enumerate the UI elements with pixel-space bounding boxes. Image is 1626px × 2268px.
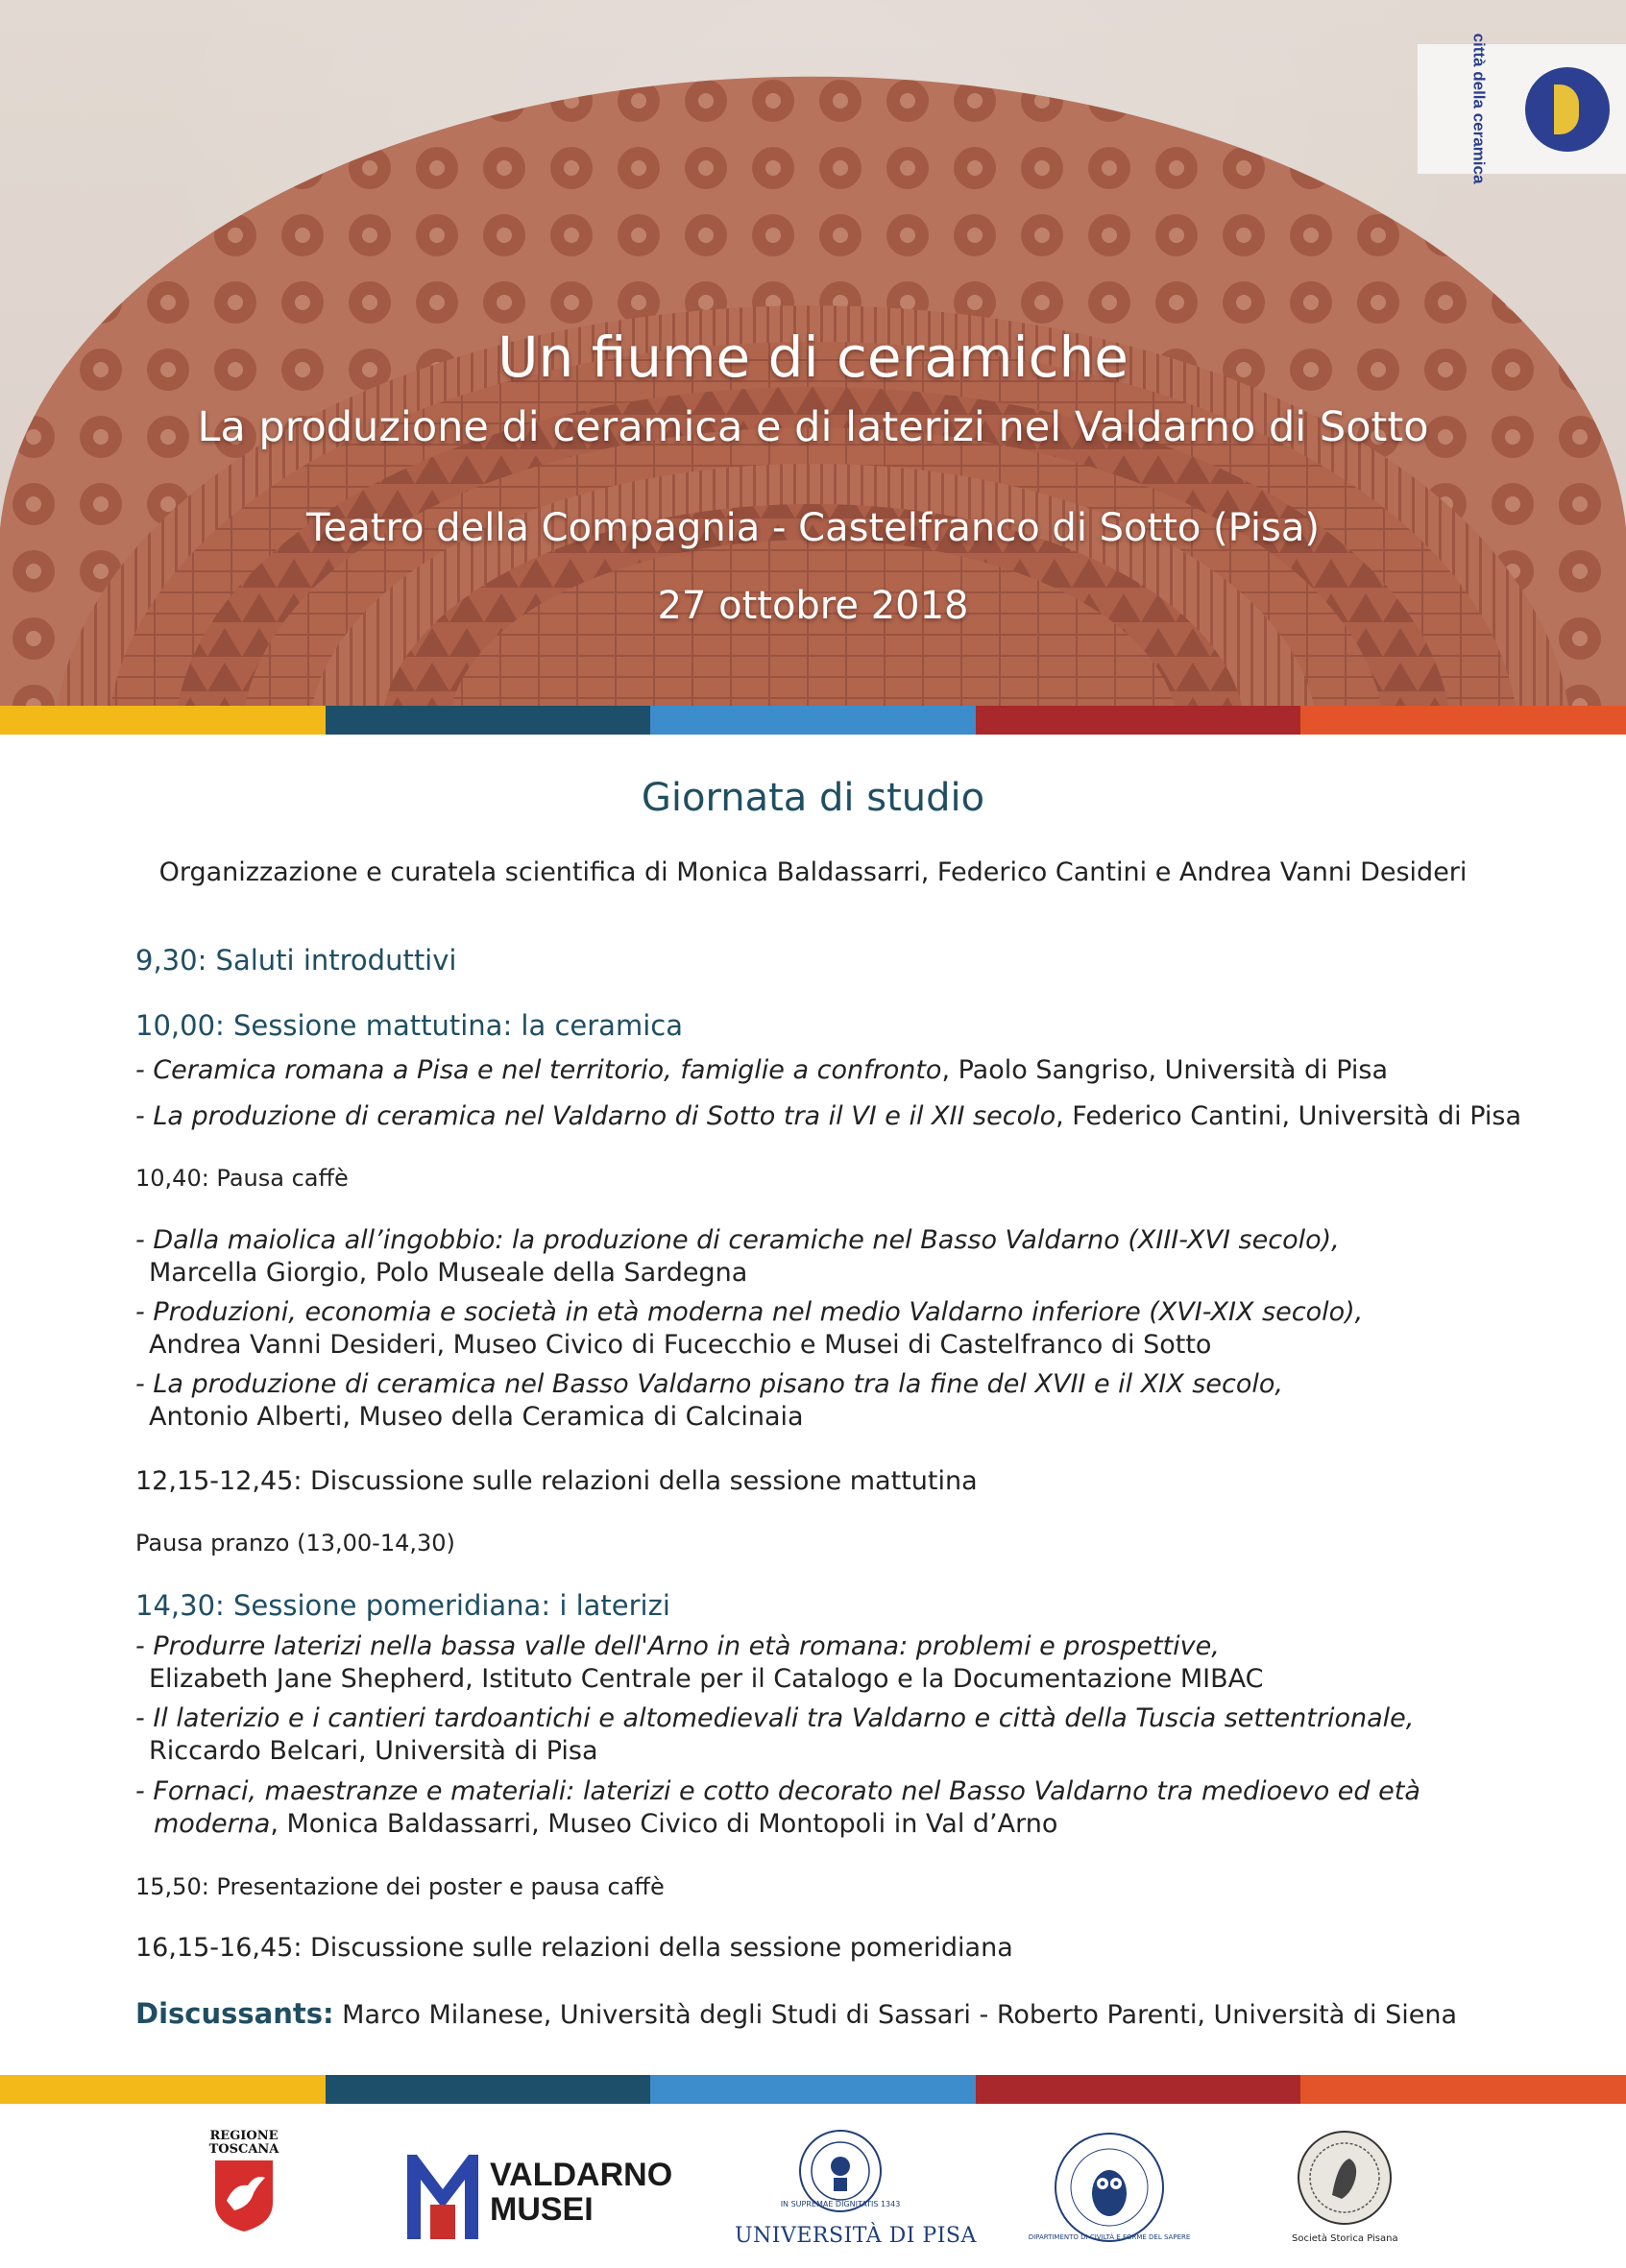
talk-title: - La produzione di ceramica nel Basso Valdarno pisano tra la fine del XVII e il XIX secolo, [135,1369,1283,1399]
coffee-break: 10,40: Pausa caffè [135,1165,349,1192]
morning-discussion: 12,15-12,45: Discussione sulle relazioni della sessione mattutina [135,1466,978,1496]
societa-storica-label: Società Storica Pisana [1292,2233,1398,2244]
organizers-line: Organizzazione e curatela scientifica di Monica Baldassarri, Federico Cantini e Andrea Vanni Desideri [158,857,1468,887]
citta-della-ceramica-logo [1418,33,1626,184]
lunch-break: Pausa pranzo (13,00-14,30) [135,1530,455,1556]
header-banner [0,0,1626,706]
talk-author: Andrea Vanni Desideri, Museo Civico di Fucecchio e Musei di Castelfranco di Sotto [149,1330,1212,1360]
talk-item: - La produzione di ceramica nel Valdarno di Sotto tra il VI e il XII secolo, Federico Cantini, Università di Pisa [135,1101,1522,1131]
discussants-line: Discussants: Marco Milanese, Università degli Studi di Sassari - Roberto Parenti, Università di Siena [135,1997,1458,2030]
afternoon-discussion: 16,15-16,45: Discussione sulle relazioni della sessione pomeridiana [135,1933,1013,1963]
talk-author: Antonio Alberti, Museo della Ceramica di Calcinaia [149,1402,804,1432]
color-bar-top [0,706,1626,735]
event-subtitle: La produzione di ceramica e di laterizi nel Valdarno di Sotto [197,403,1429,451]
morning-session-heading: 10,00: Sessione mattutina: la ceramica [135,1009,683,1042]
societa-seal-icon [1292,2130,1397,2231]
dipartimento-civilta-logo [1028,2130,1191,2245]
talk-title: - Produrre laterizi nella bassa valle dell'Arno in età romana: problemi e prospettive, [135,1631,1220,1661]
section-title: Giornata di studio [641,776,985,820]
talk-item: moderna, Monica Baldassarri, Museo Civico di Montopoli in Val d’Arno [154,1809,1058,1839]
owl-seal-icon [1028,2130,1191,2245]
regione-toscana-logo [206,2130,282,2237]
unipi-seal-icon [780,2128,901,2214]
svg-text:DIPARTIMENTO DI CIVILTÀ E FORM: DIPARTIMENTO DI CIVILTÀ E FORME DEL SAPERE [1028,2233,1191,2241]
event-date: 27 ottobre 2018 [657,584,969,628]
universita-pisa-logo [735,2128,977,2253]
talk-title: - Produzioni, economia e società in età moderna nel medio Valdarno inferiore (XVI-XIX secolo), [135,1297,1364,1327]
welcome-heading: 9,30: Saluti introduttivi [135,944,457,977]
regione-toscana-label: REGIONE TOSCANA [208,2129,279,2157]
pegasus-shield-icon [206,2157,282,2233]
societa-storica-pisana-logo [1292,2130,1397,2250]
event-title: Un fiume di ceramiche [498,325,1128,390]
talk-author: Riccardo Belcari, Università di Pisa [149,1736,598,1766]
color-bar-bottom [0,2075,1626,2104]
valdarno-musei-logo [401,2141,673,2247]
talk-author: Elizabeth Jane Shepherd, Istituto Centrale per il Catalogo e la Documentazione MIBAC [149,1664,1264,1694]
talk-title: - Dalla maiolica all’ingobbio: la produzione di ceramiche nel Basso Valdarno (XIII-XVI secolo), [135,1225,1340,1255]
talk-title: - Fornaci, maestranze e materiali: laterizi e cotto decorato nel Basso Valdarno tra medioevo ed età [135,1776,1420,1806]
talk-author: Marcella Giorgio, Polo Museale della Sardegna [149,1258,748,1288]
talk-item: - Ceramica romana a Pisa e nel territorio, famiglie a confronto, Paolo Sangriso, Università di Pisa [135,1055,1389,1085]
valdarno-m-icon [401,2147,484,2243]
talk-title: - Il laterizio e i cantieri tardoantichi e altomedievali tra Valdarno e città della Tuscia settentrionale, [135,1703,1415,1733]
logo-emblem-icon [1525,67,1610,152]
valdarno-label: VALDARNO [490,2157,673,2193]
poster-session: 15,50: Presentazione dei poster e pausa caffè [135,1873,665,1900]
svg-text:IN SUPREMAE DIGNITATIS 1343: IN SUPREMAE DIGNITATIS 1343 [780,2200,901,2208]
musei-label: MUSEI [490,2191,594,2228]
sponsor-logos [0,2122,1626,2256]
unipi-label: UNIVERSITÀ DI PISA [735,2224,977,2248]
logo-text: città della ceramica [1469,33,1488,184]
event-venue: Teatro della Compagnia - Castelfranco di Sotto (Pisa) [306,506,1320,550]
afternoon-session-heading: 14,30: Sessione pomeridiana: i laterizi [135,1589,670,1622]
